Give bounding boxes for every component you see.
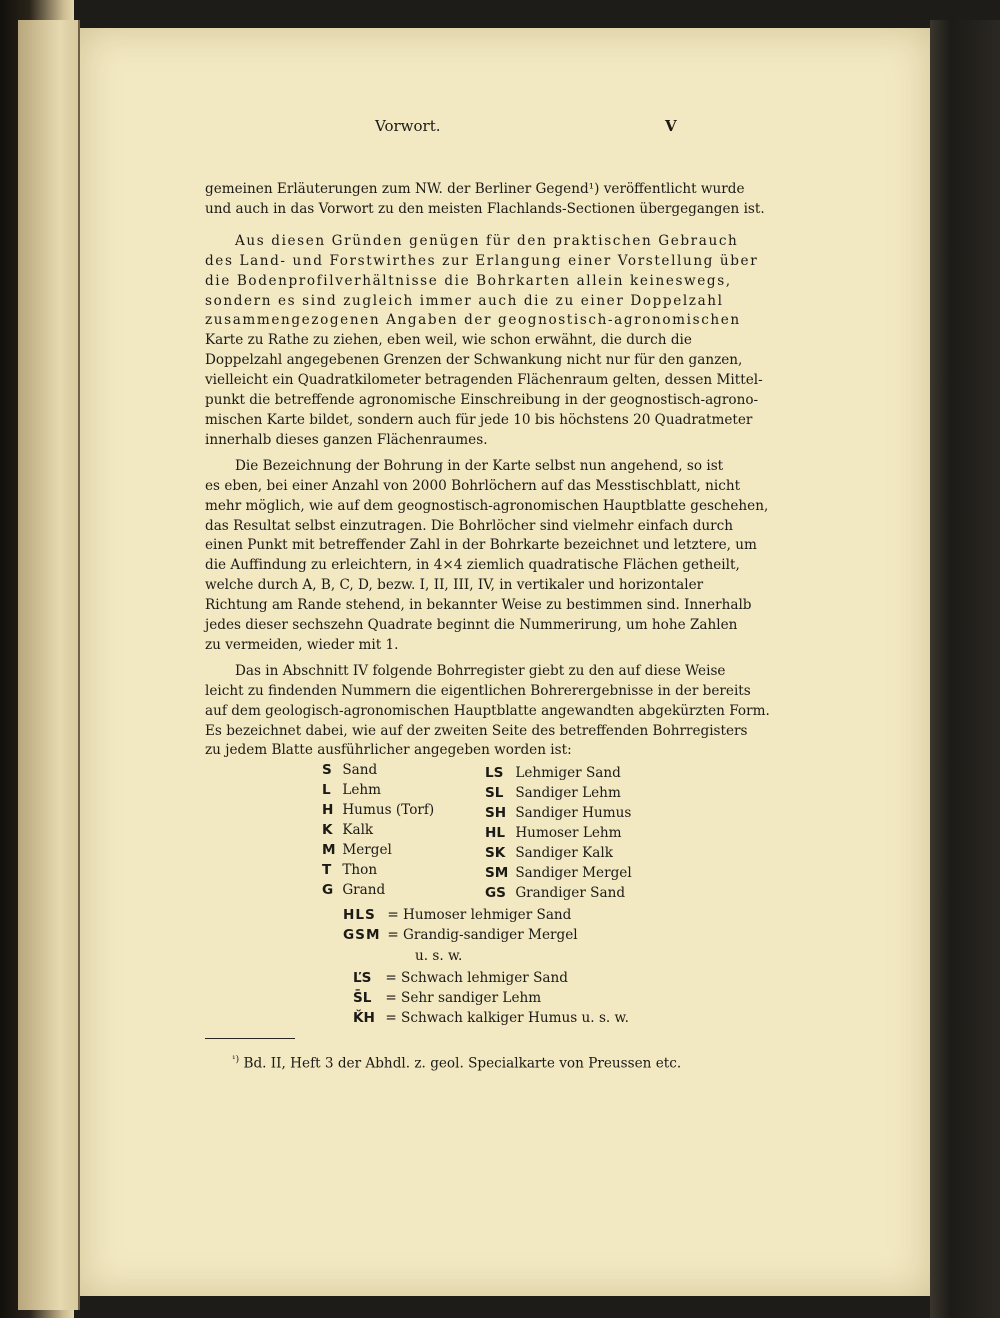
abbr-left-5 [322, 862, 377, 878]
paragraph-3 [205, 457, 769, 656]
text-line: jedes dieser sechszehn Quadrate beginnt die Nummerirung, um hohe Zahlen [205, 617, 738, 634]
text-line: Doppelzahl angegebenen Grenzen der Schwankung nicht nur für den ganzen, [205, 352, 743, 369]
abbr-code: ǨH [353, 1010, 375, 1026]
abbr-left-3 [322, 822, 373, 838]
text-line: mischen Karte bildet, sondern auch für jede 10 bis höchstens 20 Quadratmeter [205, 411, 753, 428]
text-line: die Auffindung zu erleichtern, in 4×4 ziemlich quadratische Flächen getheilt, [205, 557, 740, 574]
text-line: und auch in das Vorwort zu den meisten Flachlands-Sectionen übergegangen ist. [205, 200, 765, 217]
abbr-code: HL [485, 825, 506, 841]
abbr-etc: u. s. w. [415, 948, 463, 964]
abbr-label: = Grandig-sandiger Mergel [387, 927, 578, 943]
facing-page-edge [18, 20, 80, 1310]
abbr-label: Thon [342, 862, 378, 878]
abbr-label: = Sehr sandiger Lehm [385, 990, 542, 1006]
abbr-code: SL [485, 785, 504, 801]
abbr-label: Kalk [342, 822, 374, 838]
abbr-label: Sandiger Lehm [515, 785, 621, 801]
abbr-right-0 [485, 765, 621, 781]
text-line: punkt die betreffende agronomische Einschreibung in der geognostisch-agrono- [205, 392, 759, 409]
text-line: welche durch A, B, C, D, bezw. I, II, III, IV, in vertikaler und horizontaler [205, 577, 704, 594]
footnote-text: Bd. II, Heft 3 der Abhdl. z. geol. Specialkarte von Preussen etc. [243, 1055, 682, 1072]
text-line: gemeinen Erläuterungen zum NW. der Berliner Gegend¹) veröffentlicht wurde [205, 181, 745, 197]
abbr-modified-1 [353, 990, 541, 1006]
abbr-right-3 [485, 825, 622, 841]
abbr-right-6 [485, 885, 625, 901]
abbr-code: SK [485, 845, 506, 861]
text-line: das Resultat selbst einzutragen. Die Bohrlöcher sind vielmehr einfach durch [205, 517, 734, 534]
abbr-label: Humus (Torf) [342, 802, 435, 818]
abbr-label: Humoser Lehm [515, 825, 622, 841]
text-line: Richtung am Rande stehend, in bekannter Weise zu bestimmen sind. Innerhalb [205, 597, 752, 614]
abbr-left-1 [322, 782, 381, 798]
abbr-right-5 [485, 865, 632, 881]
abbr-code: ĽS [353, 970, 372, 986]
abbr-label: Grandiger Sand [515, 885, 626, 901]
text-line: Es bezeichnet dabei, wie auf der zweiten Seite des betreffenden Bohrregisters [205, 722, 748, 739]
text-line: sondern es sind zugleich immer auch die zu einer Doppelzahl [205, 292, 724, 309]
abbr-left-6 [322, 882, 385, 898]
abbr-code: L [322, 782, 331, 798]
book-cover-edge [930, 20, 1000, 1318]
paragraph-2 [205, 232, 763, 451]
abbr-code: M [322, 842, 336, 858]
text-line: einen Punkt mit betreffender Zahl in der Bohrkarte bezeichnet und letztere, um [205, 537, 757, 554]
abbr-compound-1 [343, 927, 578, 943]
abbr-code: HLS [343, 907, 376, 923]
abbr-label: Mergel [342, 842, 392, 858]
abbr-code: GS [485, 885, 506, 901]
text-line: des Land- und Forstwirthes zur Erlangung einer Vorstellung über [205, 252, 759, 269]
text-line: zu jedem Blatte ausführlicher angegeben worden ist: [205, 742, 572, 759]
text-line: es eben, bei einer Anzahl von 2000 Bohrlöchern auf das Messtischblatt, nicht [205, 477, 741, 494]
abbr-code: SH [485, 805, 507, 821]
abbr-code: H [322, 802, 334, 818]
abbr-compound-0 [343, 907, 571, 923]
text-line: auf dem geologisch-agronomischen Hauptblatte angewandten abgekürzten Form. [205, 702, 770, 719]
text-line: zu vermeiden, wieder mit 1. [205, 636, 399, 653]
abbr-label: Lehm [342, 782, 382, 798]
text-line: innerhalb dieses ganzen Flächenraumes. [205, 431, 488, 448]
abbr-code: GSM [343, 927, 381, 943]
abbr-code: LS [485, 765, 504, 781]
abbr-label: = Schwach lehmiger Sand [385, 970, 568, 986]
abbr-code: T [322, 862, 332, 878]
text-line: Karte zu Rathe zu ziehen, eben weil, wie schon erwähnt, die durch die [205, 332, 692, 349]
abbr-left-2 [322, 802, 434, 818]
abbr-left-4 [322, 842, 392, 858]
page-number: V [665, 117, 677, 135]
paragraph-1 [205, 180, 765, 220]
text-line: leicht zu findenden Nummern die eigentlichen Bohrerergebnisse in der bereits [205, 682, 751, 699]
text-line: Die Bezeichnung der Bohrung in der Karte selbst nun angehend, so ist [235, 457, 724, 474]
abbr-label: Sandiger Mergel [515, 865, 632, 881]
abbr-label: Lehmiger Sand [515, 765, 621, 781]
abbr-right-1 [485, 785, 621, 801]
abbr-label: Sand [342, 762, 378, 778]
text-line: vielleicht ein Quadratkilometer betragenden Flächenraum gelten, dessen Mittel- [205, 372, 763, 389]
abbr-left-0 [322, 762, 377, 778]
footnote [232, 1055, 681, 1072]
text-line: mehr möglich, wie auf dem geognostisch-agronomischen Hauptblatte geschehen, [205, 497, 769, 514]
abbr-label: Grand [342, 882, 386, 898]
paragraph-4 [205, 662, 770, 762]
abbr-code: K [322, 822, 333, 838]
abbr-modified-2 [353, 1010, 629, 1026]
abbr-right-4 [485, 845, 613, 861]
text-line: die Bodenprofilverhältnisse die Bohrkarten allein keineswegs, [205, 272, 732, 289]
text-line: Das in Abschnitt IV folgende Bohrregister giebt zu den auf diese Weise [235, 662, 726, 679]
text-line: zusammengezogenen Angaben der geognostisch-agronomischen [205, 312, 741, 329]
body-text [205, 180, 770, 767]
abbr-label: = Humoser lehmiger Sand [387, 907, 572, 923]
abbr-label: Sandiger Humus [515, 805, 632, 821]
footnote-marker: ¹) [232, 1055, 240, 1065]
abbr-label: = Schwach kalkiger Humus u. s. w. [385, 1010, 629, 1026]
header-title: Vorwort. [375, 117, 441, 135]
abbr-code: SM [485, 865, 509, 881]
abbr-code: G [322, 882, 334, 898]
abbr-label: Sandiger Kalk [515, 845, 613, 861]
abbr-code: S [322, 762, 332, 778]
abbr-right-2 [485, 805, 631, 821]
footnote-rule [205, 1038, 295, 1039]
text-line: Aus diesen Gründen genügen für den praktischen Gebrauch [235, 232, 739, 249]
abbr-modified-0 [353, 970, 568, 986]
abbr-code: S̄L [353, 990, 372, 1006]
